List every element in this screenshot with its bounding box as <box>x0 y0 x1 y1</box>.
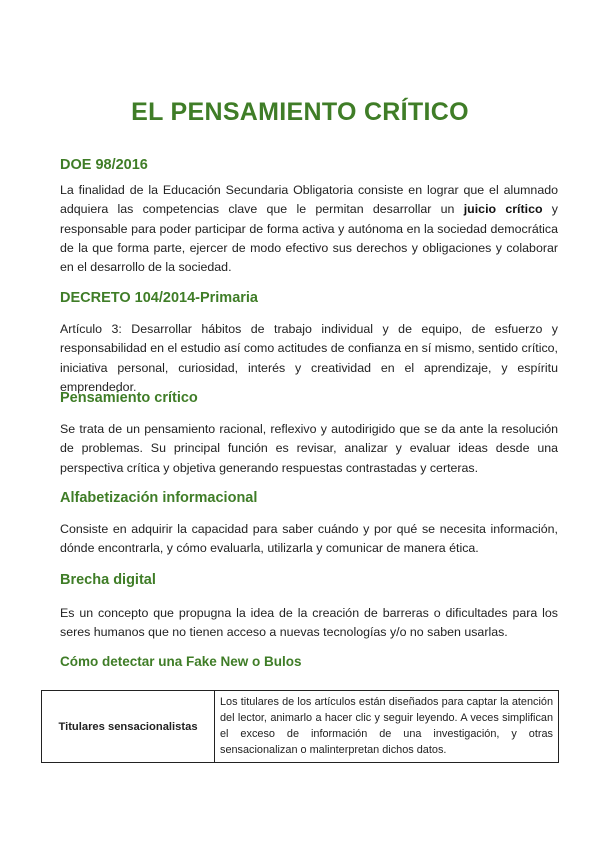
paragraph-doe-bold: juicio crítico <box>463 202 543 217</box>
heading-alfabetizacion: Alfabetización informacional <box>60 490 258 506</box>
table-cell-label: Titulares sensacionalistas <box>42 691 215 763</box>
table-row <box>42 691 559 763</box>
heading-fake-news: Cómo detectar una Fake New o Bulos <box>60 654 302 669</box>
paragraph-doe <box>60 181 558 277</box>
heading-pensamiento-critico: Pensamiento crítico <box>60 390 198 406</box>
heading-decreto: DECRETO 104/2014-Primaria <box>60 290 259 306</box>
paragraph-alfabetizacion: Consiste en adquirir la capacidad para saber cuándo y por qué se necesita información, dónde encontrarla, y cómo evaluarla, utilizarla y comunicar de manera ética. <box>60 522 558 556</box>
paragraph-brecha-digital: Es un concepto que propugna la idea de la creación de barreras o dificultades para los seres humanos que no tienen acceso a nuevas tecnologías y/o no saben usarlas. <box>60 606 558 640</box>
table-cell-description: Los titulares de los artículos están diseñados para captar la atención del lector, animarlo a hacer clic y seguir leyendo. A veces simplifican el exceso de información de una investigación, y otras sensacionalizan o malinterpretan dichos datos. <box>215 691 559 763</box>
paragraph-doe-part1: La finalidad de la Educación Secundaria Obligatoria consiste en lograr que el alumnado adquiera las competencias clave que le permitan desarrollar un <box>60 183 558 217</box>
fake-news-table <box>41 690 559 763</box>
page-title: EL PENSAMIENTO CRÍTICO <box>131 98 469 126</box>
heading-brecha-digital: Brecha digital <box>60 572 156 588</box>
paragraph-decreto: Artículo 3: Desarrollar hábitos de trabajo individual y de equipo, de esfuerzo y responsabilidad en el estudio así como actitudes de confianza en sí mismo, sentido crítico, iniciativa personal, curiosidad, interés y creatividad en el aprendizaje, y espíritu emprendedor. <box>60 322 558 394</box>
heading-doe: DOE 98/2016 <box>60 157 148 173</box>
paragraph-pensamiento-critico: Se trata de un pensamiento racional, reflexivo y autodirigido que se da ante la resolución de problemas. Su principal función es revisar, analizar y evaluar ideas desde una perspectiva crítica y objetiva generando respuestas contrastadas y certeras. <box>60 422 558 475</box>
paragraph-doe-part2: y responsable para poder participar de forma activa y autónoma en la sociedad democrática de la que forma parte, ejercer de modo efectivo sus derechos y obligaciones y colaborar en el desarrollo de la sociedad. <box>60 202 558 275</box>
